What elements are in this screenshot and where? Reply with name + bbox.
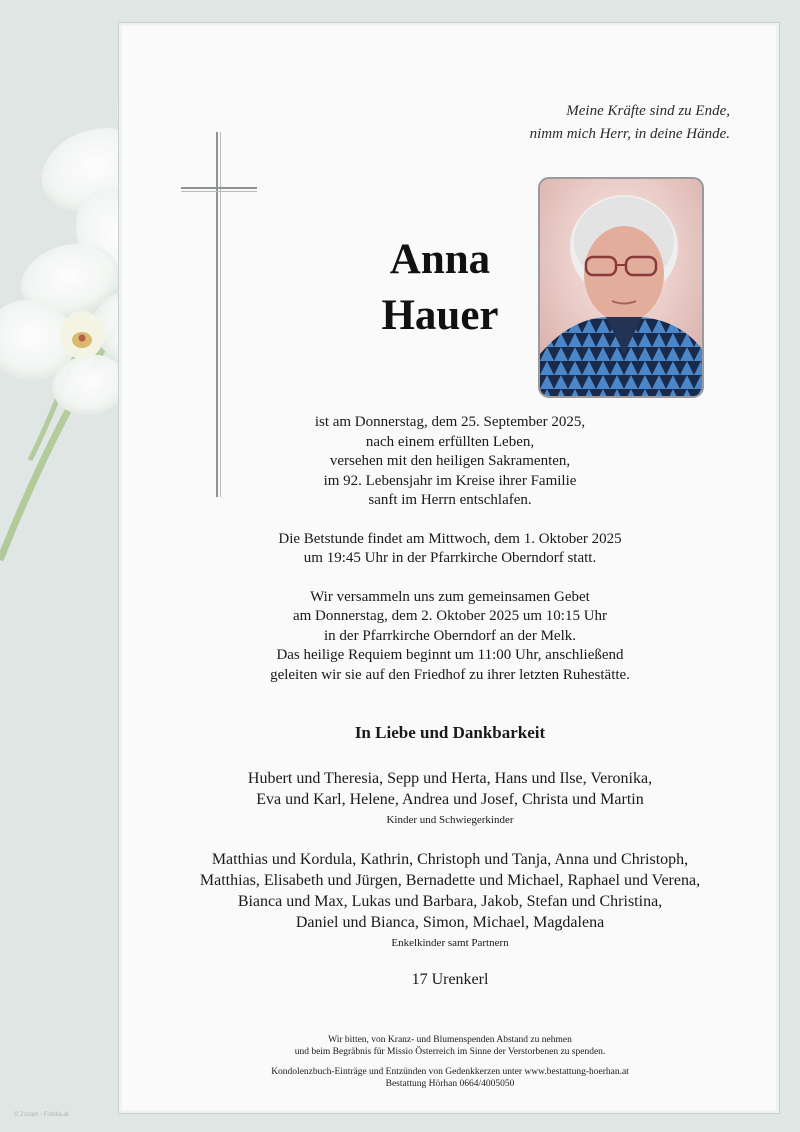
footer-line: Wir bitten, von Kranz- und Blumenspenden Abstand zu nehmen — [328, 1035, 572, 1045]
text-line: Die Betstunde findet am Mittwoch, dem 1. Oktober 2025 — [278, 530, 622, 547]
text-line: Das heilige Requiem beginnt um 11:00 Uhr, anschließend — [276, 647, 624, 663]
footer-phone-line: Bestattung Hörhan 0664/4005050 — [385, 1079, 515, 1089]
relation-label: Enkelkinder samt Partnern — [391, 937, 509, 949]
prayer-hour-paragraph — [120, 530, 780, 569]
mourners-heading: In Liebe und Dankbarkeit — [354, 723, 546, 742]
children-section — [120, 768, 780, 828]
great-grandchildren: 17 Urenkerl — [411, 971, 489, 988]
text-line: in der Pfarrkirche Oberndorf an der Melk. — [324, 627, 576, 644]
death-announcement — [120, 413, 780, 685]
text-line: im 92. Lebensjahr im Kreise ihrer Familie — [323, 472, 577, 489]
text-line: ist am Donnerstag, dem 25. September 2025, — [314, 414, 586, 430]
announcement-paragraph — [120, 413, 780, 511]
motto-verse — [430, 100, 730, 146]
first-name: Anna — [389, 236, 491, 283]
names-line: Matthias, Elisabeth und Jürgen, Bernadette und Michael, Raphael und Verena, — [199, 872, 701, 889]
cross-bar-shadow — [181, 191, 257, 192]
image-credit: © Zuzam - Fotolia.at — [14, 1112, 69, 1118]
text-line: versehen mit den heiligen Sakramenten, — [329, 453, 571, 469]
grandchildren-section — [120, 849, 780, 951]
names-line: Bianca und Max, Lukas und Barbara, Jakob, Stefan und Christina, — [237, 893, 663, 910]
text-line: um 19:45 Uhr in der Pfarrkirche Oberndorf statt. — [303, 550, 597, 566]
funeral-paragraph — [120, 588, 780, 686]
footer-line: und beim Begräbnis für Missio Österreich im Sinne der Verstorbenen zu spenden. — [294, 1047, 606, 1057]
names-line: Daniel und Bianca, Simon, Michael, Magdalena — [295, 914, 605, 931]
text-line: sanft im Herrn entschlafen. — [368, 492, 532, 508]
text-line: Wir versammeln uns zum gemeinsamen Gebet — [310, 588, 590, 605]
last-name: Hauer — [381, 292, 499, 339]
cross-bar — [181, 187, 257, 189]
names-line: Hubert und Theresia, Sepp und Herta, Hans und Ilse, Veronika, — [247, 770, 653, 787]
footer-notes — [120, 1034, 780, 1090]
names-line: Eva und Karl, Helene, Andrea und Josef, Christa und Martin — [256, 791, 644, 808]
portrait-image — [540, 179, 702, 396]
relation-label: Kinder und Schwiegerkinder — [386, 814, 514, 826]
motto-line: nimm mich Herr, in deine Hände. — [529, 126, 730, 142]
motto-line: Meine Kräfte sind zu Ende, — [566, 103, 730, 119]
text-line: am Donnerstag, dem 2. Oktober 2025 um 10:15 Uhr — [292, 608, 608, 624]
text-line: nach einem erfüllten Leben, — [365, 433, 535, 450]
footer-website-line: Kondolenzbuch-Einträge und Entzünden von Gedenkkerzen unter www.bestattung-hoerhan.at — [271, 1067, 629, 1077]
deceased-name — [340, 232, 540, 344]
portrait-photo — [538, 177, 704, 398]
names-line: Matthias und Kordula, Kathrin, Christoph und Tanja, Anna und Christoph, — [211, 851, 689, 868]
text-line: geleiten wir sie auf den Friedhof zu ihrer letzten Ruhestätte. — [270, 666, 630, 683]
